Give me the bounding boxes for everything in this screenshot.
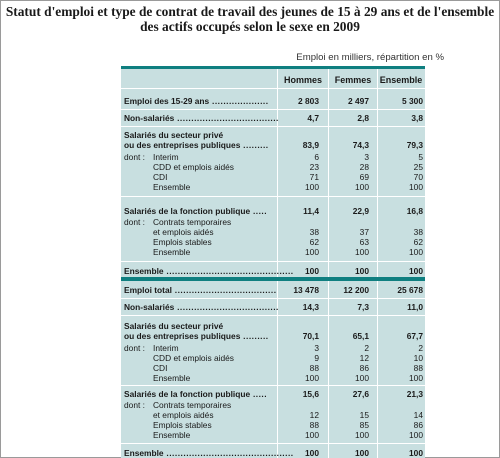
cell-ensemble: 100 bbox=[409, 247, 423, 257]
cell-hommes: 100 bbox=[305, 448, 319, 458]
cell-ensemble: 86 bbox=[413, 420, 423, 430]
cell-ensemble: 38 bbox=[413, 227, 423, 237]
cell-femmes: 15 bbox=[359, 410, 369, 420]
cell-ensemble: 11,0 bbox=[407, 302, 423, 312]
cell-hommes: 100 bbox=[305, 247, 319, 257]
column-header-femmes: Femmes bbox=[334, 75, 372, 85]
cell-hommes: 3 bbox=[314, 343, 319, 353]
cell-ensemble: 2 bbox=[418, 343, 423, 353]
cell-femmes: 7,3 bbox=[357, 302, 369, 312]
cell-ensemble: 100 bbox=[409, 266, 423, 276]
row-rule bbox=[121, 298, 425, 299]
cell-hommes: 71 bbox=[309, 172, 319, 182]
row-label: Ensemble ............................................. bbox=[124, 266, 294, 276]
cell-femmes: 65,1 bbox=[352, 331, 369, 341]
cell-hommes: 12 bbox=[309, 410, 319, 420]
page-title bbox=[0, 4, 500, 34]
column-header-hommes: Hommes bbox=[283, 75, 322, 85]
row-rule bbox=[121, 385, 425, 386]
cell-hommes: 100 bbox=[305, 430, 319, 440]
cell-ensemble: 5 bbox=[418, 152, 423, 162]
title-line-2: des actifs occupés selon le sexe en 2009 bbox=[140, 19, 360, 34]
cell-ensemble: 3,8 bbox=[411, 113, 423, 123]
dont-label: dont : bbox=[124, 217, 145, 227]
cell-femmes: 37 bbox=[359, 227, 369, 237]
cell-femmes: 100 bbox=[355, 182, 369, 192]
sub-row-label: CDI bbox=[153, 363, 168, 373]
cell-ensemble: 100 bbox=[409, 182, 423, 192]
cell-femmes: 2 bbox=[364, 343, 369, 353]
sub-row-label: et emplois aidés bbox=[153, 410, 214, 420]
cell-hommes: 100 bbox=[305, 182, 319, 192]
table-top-rule bbox=[121, 66, 425, 69]
row-rule bbox=[121, 315, 425, 316]
unit-note: Emploi en milliers, répartition en % bbox=[296, 52, 444, 63]
block-separator bbox=[121, 277, 425, 281]
cell-femmes: 12 bbox=[359, 353, 369, 363]
sub-row-label: CDD et emplois aidés bbox=[153, 162, 234, 172]
cell-hommes: 83,9 bbox=[302, 140, 319, 150]
dont-label: dont : bbox=[124, 400, 145, 410]
cell-hommes: 15,6 bbox=[302, 389, 319, 399]
cell-ensemble: 16,8 bbox=[406, 206, 423, 216]
section-label: Salariés de la fonction publique ..... bbox=[124, 389, 268, 399]
cell-hommes: 100 bbox=[305, 373, 319, 383]
section-label: ou des entreprises publiques ......... bbox=[124, 140, 269, 150]
cell-hommes: 23 bbox=[309, 162, 319, 172]
cell-hommes: 13 478 bbox=[293, 285, 319, 295]
column-header-ensemble: Ensemble bbox=[379, 75, 423, 85]
dont-label: dont : bbox=[124, 152, 145, 162]
row-label: Ensemble ............................................. bbox=[124, 448, 294, 458]
sub-row-label: Ensemble bbox=[153, 182, 191, 192]
sub-row-label: Emplois stables bbox=[153, 237, 212, 247]
cell-femmes: 100 bbox=[355, 266, 369, 276]
cell-femmes: 69 bbox=[359, 172, 369, 182]
cell-femmes: 85 bbox=[359, 420, 369, 430]
row-rule bbox=[121, 196, 425, 197]
cell-ensemble: 62 bbox=[413, 237, 423, 247]
cell-femmes: 100 bbox=[355, 448, 369, 458]
cell-femmes: 12 200 bbox=[343, 285, 369, 295]
sub-row-label: Emplois stables bbox=[153, 420, 212, 430]
cell-hommes: 6 bbox=[314, 152, 319, 162]
sub-row-label: Interim bbox=[153, 343, 179, 353]
cell-femmes: 86 bbox=[359, 363, 369, 373]
cell-ensemble: 100 bbox=[409, 430, 423, 440]
cell-femmes: 27,6 bbox=[352, 389, 369, 399]
cell-femmes: 63 bbox=[359, 237, 369, 247]
sub-row-label: Contrats temporaires bbox=[153, 400, 232, 410]
row-rule bbox=[121, 109, 425, 110]
column-divider bbox=[377, 69, 378, 458]
cell-hommes: 4,7 bbox=[307, 113, 319, 123]
cell-ensemble: 70 bbox=[413, 172, 423, 182]
sub-row-label: Ensemble bbox=[153, 373, 191, 383]
cell-hommes: 88 bbox=[309, 420, 319, 430]
sub-row-label: CDI bbox=[153, 172, 168, 182]
cell-ensemble: 100 bbox=[409, 448, 423, 458]
cell-ensemble: 100 bbox=[409, 373, 423, 383]
cell-femmes: 100 bbox=[355, 373, 369, 383]
title-line-1: Statut d'emploi et type de contrat de travail des jeunes de 15 à 29 ans et de l'ensemble bbox=[5, 4, 495, 19]
row-rule bbox=[121, 126, 425, 127]
cell-hommes: 11,4 bbox=[303, 206, 319, 216]
cell-hommes: 100 bbox=[305, 266, 319, 276]
section-label: ou des entreprises publiques ......... bbox=[124, 331, 269, 341]
header-rule bbox=[121, 88, 425, 89]
row-rule bbox=[121, 261, 425, 262]
row-label: Emploi des 15-29 ans .................... bbox=[124, 96, 269, 106]
cell-ensemble: 25 bbox=[413, 162, 423, 172]
cell-hommes: 38 bbox=[309, 227, 319, 237]
cell-hommes: 9 bbox=[314, 353, 319, 363]
cell-ensemble: 10 bbox=[413, 353, 423, 363]
sub-row-label: et emplois aidés bbox=[153, 227, 214, 237]
cell-femmes: 100 bbox=[355, 247, 369, 257]
cell-ensemble: 21,3 bbox=[406, 389, 423, 399]
row-label: Non-salariés .................................... bbox=[124, 302, 279, 312]
cell-ensemble: 5 300 bbox=[402, 96, 423, 106]
cell-hommes: 70,1 bbox=[302, 331, 319, 341]
cell-ensemble: 14 bbox=[413, 410, 423, 420]
cell-femmes: 22,9 bbox=[352, 206, 369, 216]
cell-femmes: 3 bbox=[364, 152, 369, 162]
cell-femmes: 100 bbox=[355, 430, 369, 440]
sub-row-label: Contrats temporaires bbox=[153, 217, 232, 227]
cell-femmes: 74,3 bbox=[352, 140, 369, 150]
row-rule bbox=[121, 443, 425, 444]
sub-row-label: Ensemble bbox=[153, 430, 191, 440]
cell-femmes: 2 497 bbox=[348, 96, 369, 106]
cell-hommes: 2 803 bbox=[298, 96, 319, 106]
sub-row-label: Interim bbox=[153, 152, 179, 162]
cell-ensemble: 67,7 bbox=[406, 331, 423, 341]
section-label: Salariés du secteur privé bbox=[124, 321, 224, 331]
cell-femmes: 2,8 bbox=[357, 113, 369, 123]
cell-femmes: 28 bbox=[359, 162, 369, 172]
row-label: Non-salariés .................................... bbox=[124, 113, 279, 123]
cell-ensemble: 25 678 bbox=[397, 285, 423, 295]
section-label: Salariés de la fonction publique ..... bbox=[124, 206, 268, 216]
column-divider bbox=[277, 69, 278, 458]
cell-hommes: 62 bbox=[309, 237, 319, 247]
sub-row-label: Ensemble bbox=[153, 247, 191, 257]
section-label: Salariés du secteur privé bbox=[124, 130, 224, 140]
data-table bbox=[121, 66, 425, 458]
cell-hommes: 88 bbox=[309, 363, 319, 373]
sub-row-label: CDD et emplois aidés bbox=[153, 353, 234, 363]
column-divider bbox=[328, 69, 329, 458]
cell-hommes: 14,3 bbox=[302, 302, 319, 312]
row-label: Emploi total .................................... bbox=[124, 285, 277, 295]
dont-label: dont : bbox=[124, 343, 145, 353]
cell-ensemble: 88 bbox=[413, 363, 423, 373]
cell-ensemble: 79,3 bbox=[406, 140, 423, 150]
